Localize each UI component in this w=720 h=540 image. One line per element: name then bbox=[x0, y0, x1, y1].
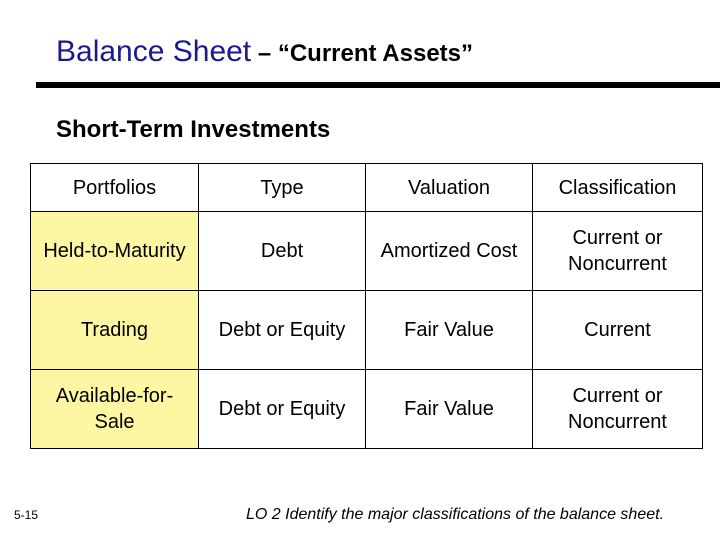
table-row bbox=[31, 370, 703, 449]
cell-valuation: Amortized Cost bbox=[366, 212, 533, 291]
cell-valuation: Fair Value bbox=[366, 291, 533, 370]
investments-table bbox=[30, 163, 703, 449]
slide-title-main: Balance Sheet bbox=[56, 35, 252, 68]
slide-title bbox=[56, 34, 473, 72]
header-classification: Classification bbox=[558, 176, 677, 199]
cell-valuation: Fair Value bbox=[366, 370, 533, 449]
title-divider bbox=[36, 82, 720, 88]
cell-portfolio: Trading bbox=[31, 291, 199, 370]
cell-portfolio: Available-for-Sale bbox=[31, 370, 199, 449]
table-row bbox=[31, 291, 703, 370]
cell-portfolio: Held-to-Maturity bbox=[31, 212, 199, 291]
cell-type: Debt bbox=[199, 212, 366, 291]
table-row bbox=[31, 212, 703, 291]
section-heading: Short-Term Investments bbox=[56, 116, 331, 143]
header-valuation: Valuation bbox=[366, 164, 533, 212]
learning-objective-footer: LO 2 Identify the major classifications of the balance sheet. bbox=[246, 506, 665, 523]
header-portfolios: Portfolios bbox=[31, 164, 199, 212]
cell-classification: Current or Noncurrent bbox=[533, 370, 703, 449]
cell-classification: Current or Noncurrent bbox=[533, 212, 703, 291]
cell-type: Debt or Equity bbox=[199, 291, 366, 370]
header-type: Type bbox=[199, 164, 366, 212]
slide-title-sub: – “Current Assets” bbox=[251, 40, 474, 67]
cell-type: Debt or Equity bbox=[199, 370, 366, 449]
table-header-row bbox=[31, 164, 703, 212]
page-number: 5-15 bbox=[14, 508, 39, 522]
cell-classification: Current bbox=[533, 291, 703, 370]
